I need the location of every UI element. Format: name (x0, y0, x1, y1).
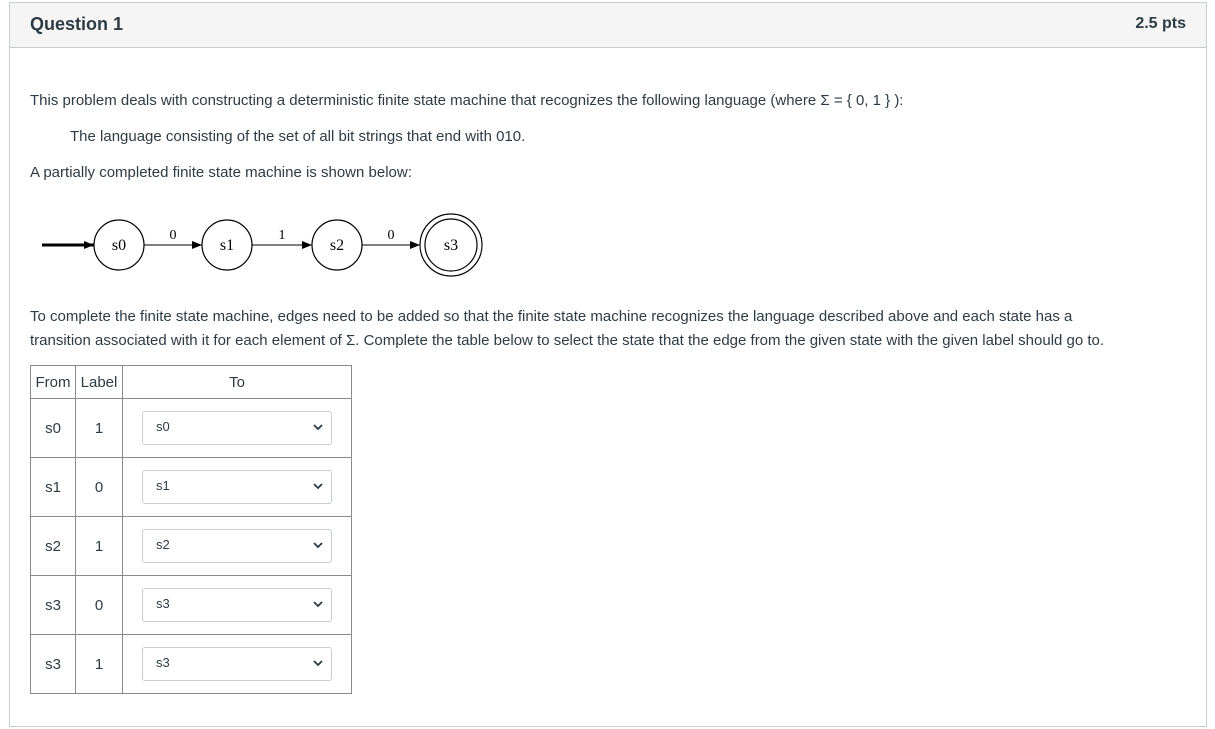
row-label: 0 (76, 576, 123, 635)
select-value: s1 (156, 478, 170, 493)
edge-s0-s1 (144, 228, 202, 245)
question-header (10, 3, 1206, 48)
table-row (31, 576, 352, 635)
intro-text: This problem deals with constructing a deterministic finite state machine that recognizes the following language (where Σ = { 0, 1 } ): (30, 92, 904, 109)
row-to-cell (123, 635, 352, 694)
chevron-down-icon (313, 659, 323, 667)
select-value: s3 (156, 655, 170, 670)
select-value: s3 (156, 596, 170, 611)
row-to-cell (123, 399, 352, 458)
row-from: s3 (31, 635, 76, 694)
header-from: From (31, 366, 76, 399)
state-s1 (202, 220, 252, 270)
state-s2 (312, 220, 362, 270)
state-label: s0 (111, 237, 127, 254)
instructions-line2: transition associated with it for each element of Σ. Complete the table below to select the state that the edge from the given state with the given label should go to. (30, 332, 1105, 349)
instructions-line1: To complete the finite state machine, edges need to be added so that the finite state machine recognizes the language described above and each state has a (30, 308, 1073, 325)
edge-s1-s2 (252, 228, 312, 245)
select-value: s0 (156, 419, 170, 434)
to-state-select[interactable] (142, 647, 332, 681)
chevron-down-icon (313, 541, 323, 549)
edge-label: 0 (387, 228, 395, 243)
state-label: s1 (219, 237, 235, 254)
to-state-select[interactable] (142, 529, 332, 563)
partial-text: A partially completed finite state machine is shown below: (30, 164, 412, 181)
chevron-down-icon (313, 423, 323, 431)
to-state-select[interactable] (142, 470, 332, 504)
row-to-cell (123, 576, 352, 635)
row-to-cell (123, 458, 352, 517)
transition-table (30, 365, 352, 694)
row-from: s1 (31, 458, 76, 517)
question-points: 2.5 pts (1135, 15, 1186, 32)
row-from: s0 (31, 399, 76, 458)
edge-label: 0 (169, 228, 177, 243)
select-value: s2 (156, 537, 170, 552)
row-label: 0 (76, 458, 123, 517)
table-header-row (31, 366, 352, 399)
header-to: To (123, 366, 352, 399)
language-text: The language consisting of the set of all bit strings that end with 010. (70, 128, 526, 145)
state-label: s3 (443, 237, 459, 254)
edge-label: 1 (278, 228, 286, 243)
row-from: s2 (31, 517, 76, 576)
question-title: Question 1 (30, 14, 124, 34)
table-row (31, 635, 352, 694)
table-row (31, 399, 352, 458)
row-label: 1 (76, 399, 123, 458)
to-state-select[interactable] (142, 588, 332, 622)
header-label: Label (76, 366, 123, 399)
state-s3 (420, 214, 482, 276)
state-s0 (94, 220, 144, 270)
to-state-select[interactable] (142, 411, 332, 445)
row-from: s3 (31, 576, 76, 635)
row-label: 1 (76, 635, 123, 694)
fsm-diagram (40, 208, 500, 284)
chevron-down-icon (313, 482, 323, 490)
table-row (31, 517, 352, 576)
state-label: s2 (329, 237, 345, 254)
row-to-cell (123, 517, 352, 576)
table-row (31, 458, 352, 517)
edge-s2-s3 (362, 228, 420, 245)
chevron-down-icon (313, 600, 323, 608)
row-label: 1 (76, 517, 123, 576)
